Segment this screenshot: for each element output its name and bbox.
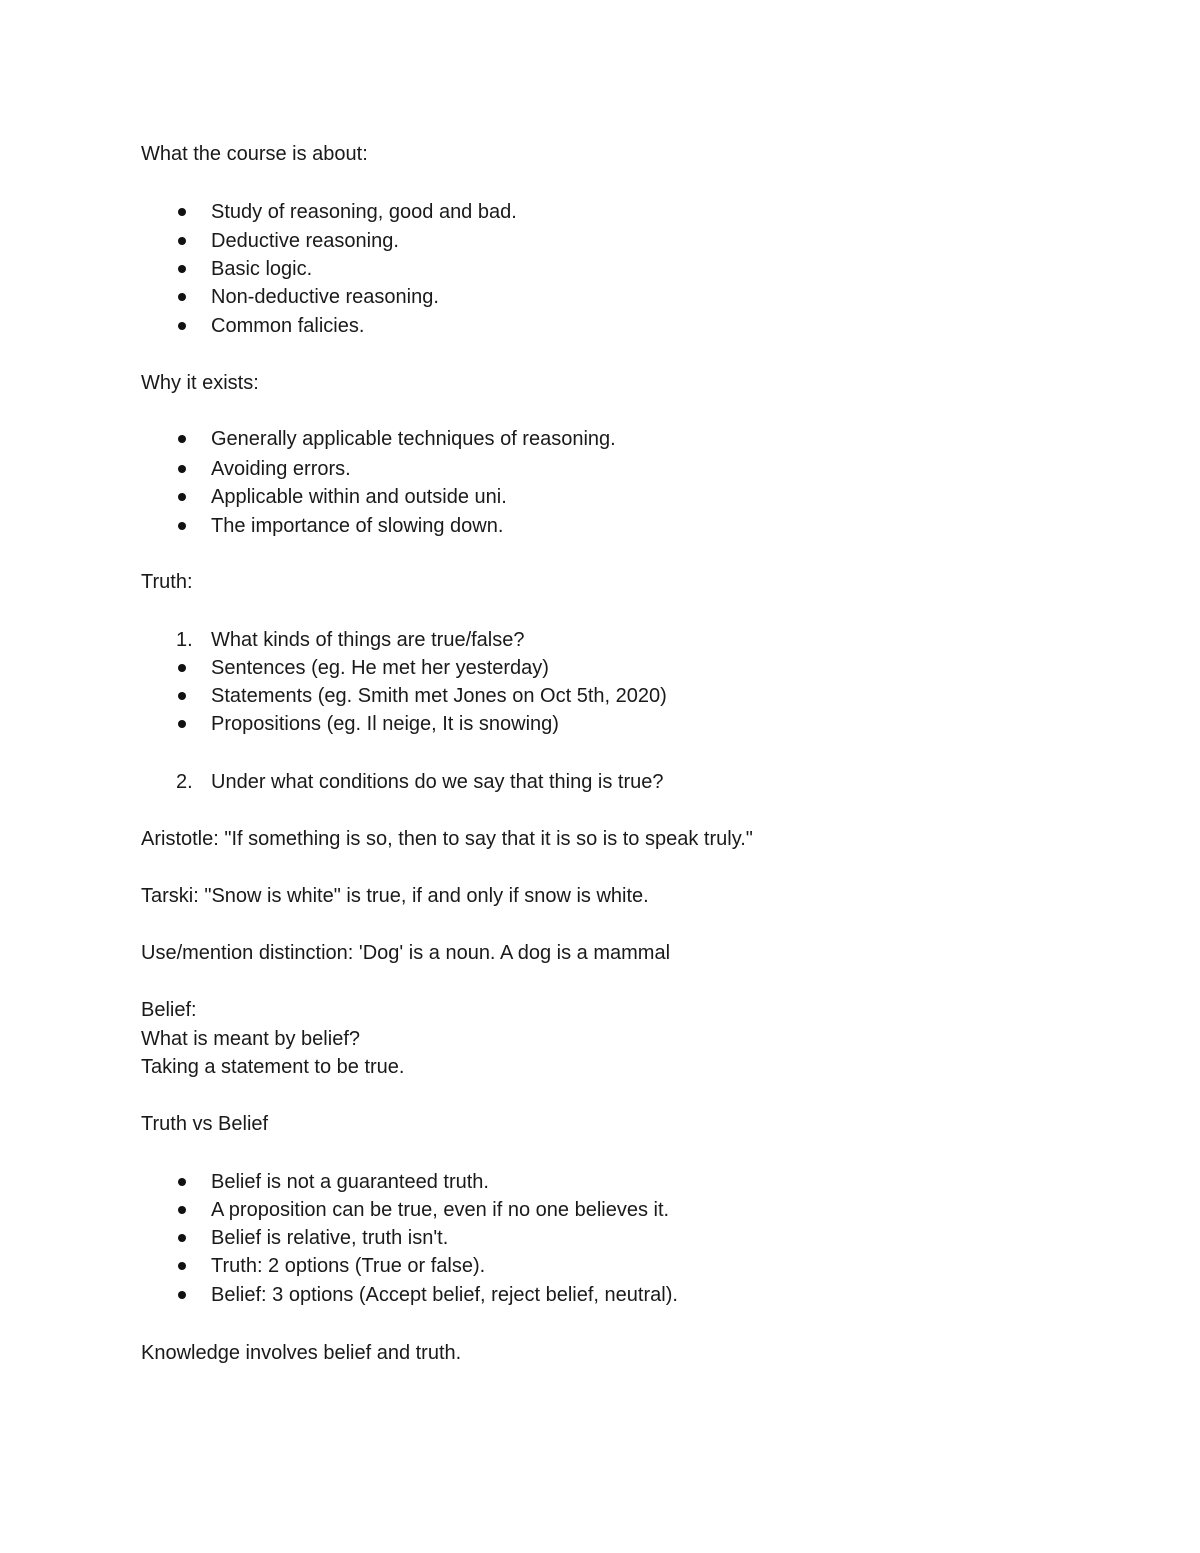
truth-vs-belief-item: A proposition can be true, even if no one believes it. bbox=[211, 1199, 670, 1221]
course-item: Basic logic. bbox=[211, 258, 313, 280]
exists-item: Applicable within and outside uni. bbox=[211, 486, 507, 508]
list-number: 2. bbox=[176, 771, 193, 793]
course-heading: What the course is about: bbox=[141, 143, 368, 165]
bullet-icon bbox=[178, 293, 186, 301]
exists-item: Avoiding errors. bbox=[211, 458, 351, 480]
bullet-icon bbox=[178, 522, 186, 530]
bullet-icon bbox=[178, 322, 186, 330]
aristotle-quote: Aristotle: "If something is so, then to say that it is so is to speak truly." bbox=[141, 828, 753, 850]
bullet-icon bbox=[178, 692, 186, 700]
exists-item: The importance of slowing down. bbox=[211, 515, 504, 537]
bullet-icon bbox=[178, 1178, 186, 1186]
course-item: Non-deductive reasoning. bbox=[211, 286, 439, 308]
bullet-icon bbox=[178, 720, 186, 728]
course-item: Study of reasoning, good and bad. bbox=[211, 201, 517, 223]
bullet-icon bbox=[178, 1291, 186, 1299]
bullet-icon bbox=[178, 435, 186, 443]
bullet-icon bbox=[178, 208, 186, 216]
truth-item: Propositions (eg. Il neige, It is snowing) bbox=[211, 713, 559, 735]
bullet-icon bbox=[178, 265, 186, 273]
truth-heading: Truth: bbox=[141, 571, 193, 593]
bullet-icon bbox=[178, 237, 186, 245]
truth-vs-belief-item: Belief is relative, truth isn't. bbox=[211, 1227, 449, 1249]
course-item: Common falicies. bbox=[211, 315, 365, 337]
belief-question: What is meant by belief? bbox=[141, 1028, 360, 1050]
truth-vs-belief-item: Belief: 3 options (Accept belief, reject belief, neutral). bbox=[211, 1284, 678, 1306]
belief-answer: Taking a statement to be true. bbox=[141, 1056, 405, 1078]
truth-vs-belief-heading: Truth vs Belief bbox=[141, 1113, 269, 1135]
tarski-quote: Tarski: "Snow is white" is true, if and only if snow is white. bbox=[141, 885, 649, 907]
bullet-icon bbox=[178, 664, 186, 672]
exists-item: Generally applicable techniques of reasoning. bbox=[211, 428, 616, 450]
truth-question-2: Under what conditions do we say that thing is true? bbox=[211, 771, 664, 793]
exists-heading: Why it exists: bbox=[141, 372, 259, 394]
bullet-icon bbox=[178, 465, 186, 473]
truth-vs-belief-item: Belief is not a guaranteed truth. bbox=[211, 1171, 489, 1193]
truth-question-1: What kinds of things are true/false? bbox=[211, 629, 525, 651]
bullet-icon bbox=[178, 1206, 186, 1214]
bullet-icon bbox=[178, 493, 186, 501]
truth-item: Sentences (eg. He met her yesterday) bbox=[211, 657, 549, 679]
bullet-icon bbox=[178, 1234, 186, 1242]
list-number: 1. bbox=[176, 629, 193, 651]
course-item: Deductive reasoning. bbox=[211, 230, 399, 252]
knowledge-line: Knowledge involves belief and truth. bbox=[141, 1342, 462, 1364]
bullet-icon bbox=[178, 1262, 186, 1270]
belief-heading: Belief: bbox=[141, 999, 197, 1021]
truth-item: Statements (eg. Smith met Jones on Oct 5th, 2020) bbox=[211, 685, 667, 707]
truth-vs-belief-item: Truth: 2 options (True or false). bbox=[211, 1255, 486, 1277]
use-mention-line: Use/mention distinction: 'Dog' is a noun. A dog is a mammal bbox=[141, 942, 671, 964]
